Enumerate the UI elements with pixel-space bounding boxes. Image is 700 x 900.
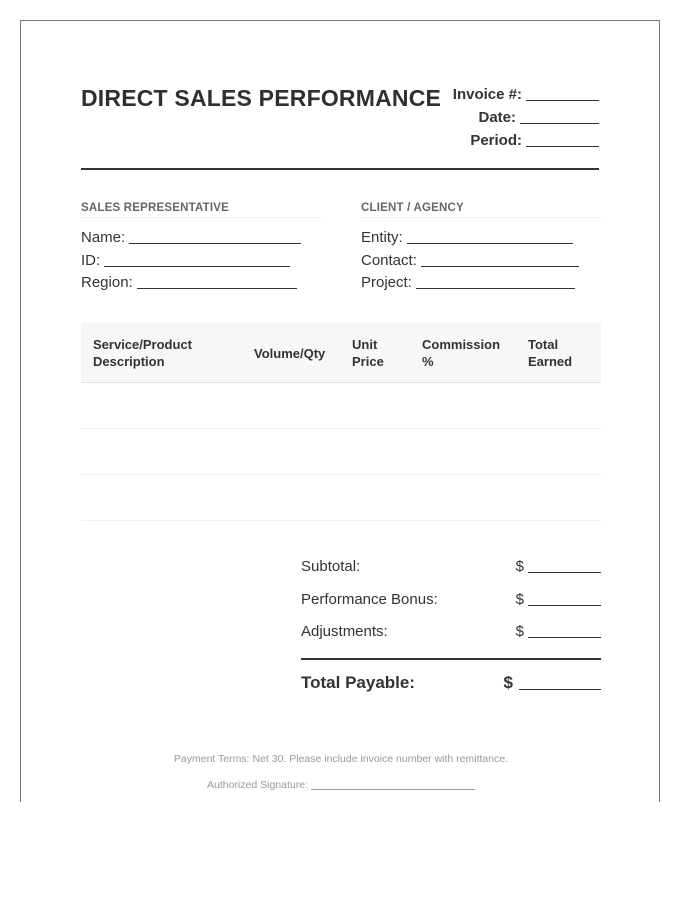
client-project-label: Project:: [361, 274, 412, 291]
rep-name-row: [81, 227, 321, 250]
document-title: DIRECT SALES PERFORMANCE: [81, 85, 442, 111]
client-project-field[interactable]: [416, 275, 575, 289]
col-header-total: Total Earned: [528, 337, 573, 369]
rep-region-label: Region:: [81, 274, 133, 291]
adjustments-row: [301, 620, 601, 653]
col-header-commission: Commission %: [422, 337, 501, 369]
table-row[interactable]: [81, 475, 601, 521]
table-row[interactable]: [81, 383, 601, 429]
adjustments-field[interactable]: [528, 624, 601, 638]
adjustments-amount: [516, 620, 601, 644]
invoice-number-row: [453, 83, 599, 106]
client-entity-label: Entity:: [361, 229, 403, 246]
rep-id-field[interactable]: [104, 253, 290, 267]
sales-rep-section: [81, 202, 321, 295]
adjustments-label: Adjustments:: [301, 623, 388, 640]
totals-section: [301, 555, 601, 703]
client-contact-label: Contact:: [361, 251, 417, 269]
subtotal-amount: [516, 555, 601, 579]
col-header-unit-price: Unit Price: [352, 337, 384, 369]
client-section: [361, 202, 601, 295]
totals-divider: [301, 658, 601, 660]
bonus-currency: $: [515, 590, 524, 608]
bonus-row: [301, 588, 601, 621]
period-label: Period:: [470, 132, 522, 149]
subtotal-field[interactable]: [528, 559, 601, 573]
date-label: Date:: [478, 109, 516, 126]
total-payable-amount: [504, 663, 601, 703]
col-header-volume: Volume/Qty: [254, 346, 326, 361]
invoice-number-field[interactable]: [526, 86, 599, 101]
rep-name-field[interactable]: [129, 230, 301, 244]
rep-name-label: Name:: [81, 229, 126, 246]
rep-id-label: ID:: [81, 251, 101, 269]
signature-label: Authorized Signature:: [207, 779, 308, 791]
subtotal-label: Subtotal:: [301, 558, 361, 575]
bonus-field[interactable]: [528, 592, 601, 606]
client-entity-row: [361, 227, 601, 250]
subtotal-row: [301, 555, 601, 588]
total-payable-field[interactable]: [519, 674, 601, 690]
date-field[interactable]: [520, 109, 599, 124]
invoice-meta: [453, 83, 599, 152]
total-payable-label: Total Payable:: [301, 672, 415, 692]
signature-row: [21, 779, 661, 791]
col-header-description: Service/Product Description: [93, 337, 192, 369]
total-currency: $: [503, 672, 513, 692]
client-heading: CLIENT / AGENCY: [361, 202, 601, 218]
signature-field[interactable]: [311, 779, 475, 790]
invoice-number-label: Invoice #:: [452, 86, 522, 103]
client-contact-row: [361, 250, 601, 273]
client-entity-field[interactable]: [407, 230, 573, 244]
client-project-row: [361, 272, 601, 295]
total-payable-row: [301, 663, 601, 703]
payment-terms: Payment Terms: Net 30. Please include invoice number with remittance.: [173, 753, 509, 765]
rep-id-row: [81, 250, 321, 273]
subtotal-currency: $: [515, 558, 524, 575]
period-field[interactable]: [526, 132, 599, 147]
sales-rep-heading: SALES REPRESENTATIVE: [81, 202, 321, 218]
client-contact-field[interactable]: [421, 253, 579, 267]
bonus-label: Performance Bonus:: [301, 590, 438, 608]
header-divider: [81, 168, 599, 170]
table-row[interactable]: [81, 429, 601, 475]
table-header: [81, 323, 601, 383]
date-row: [453, 106, 599, 129]
bonus-amount: [516, 588, 601, 612]
rep-region-row: [81, 272, 321, 295]
period-row: [453, 129, 599, 152]
adjustments-currency: $: [515, 623, 524, 640]
rep-region-field[interactable]: [137, 275, 297, 289]
line-items-table: [81, 323, 601, 521]
invoice-sheet: [20, 20, 660, 802]
